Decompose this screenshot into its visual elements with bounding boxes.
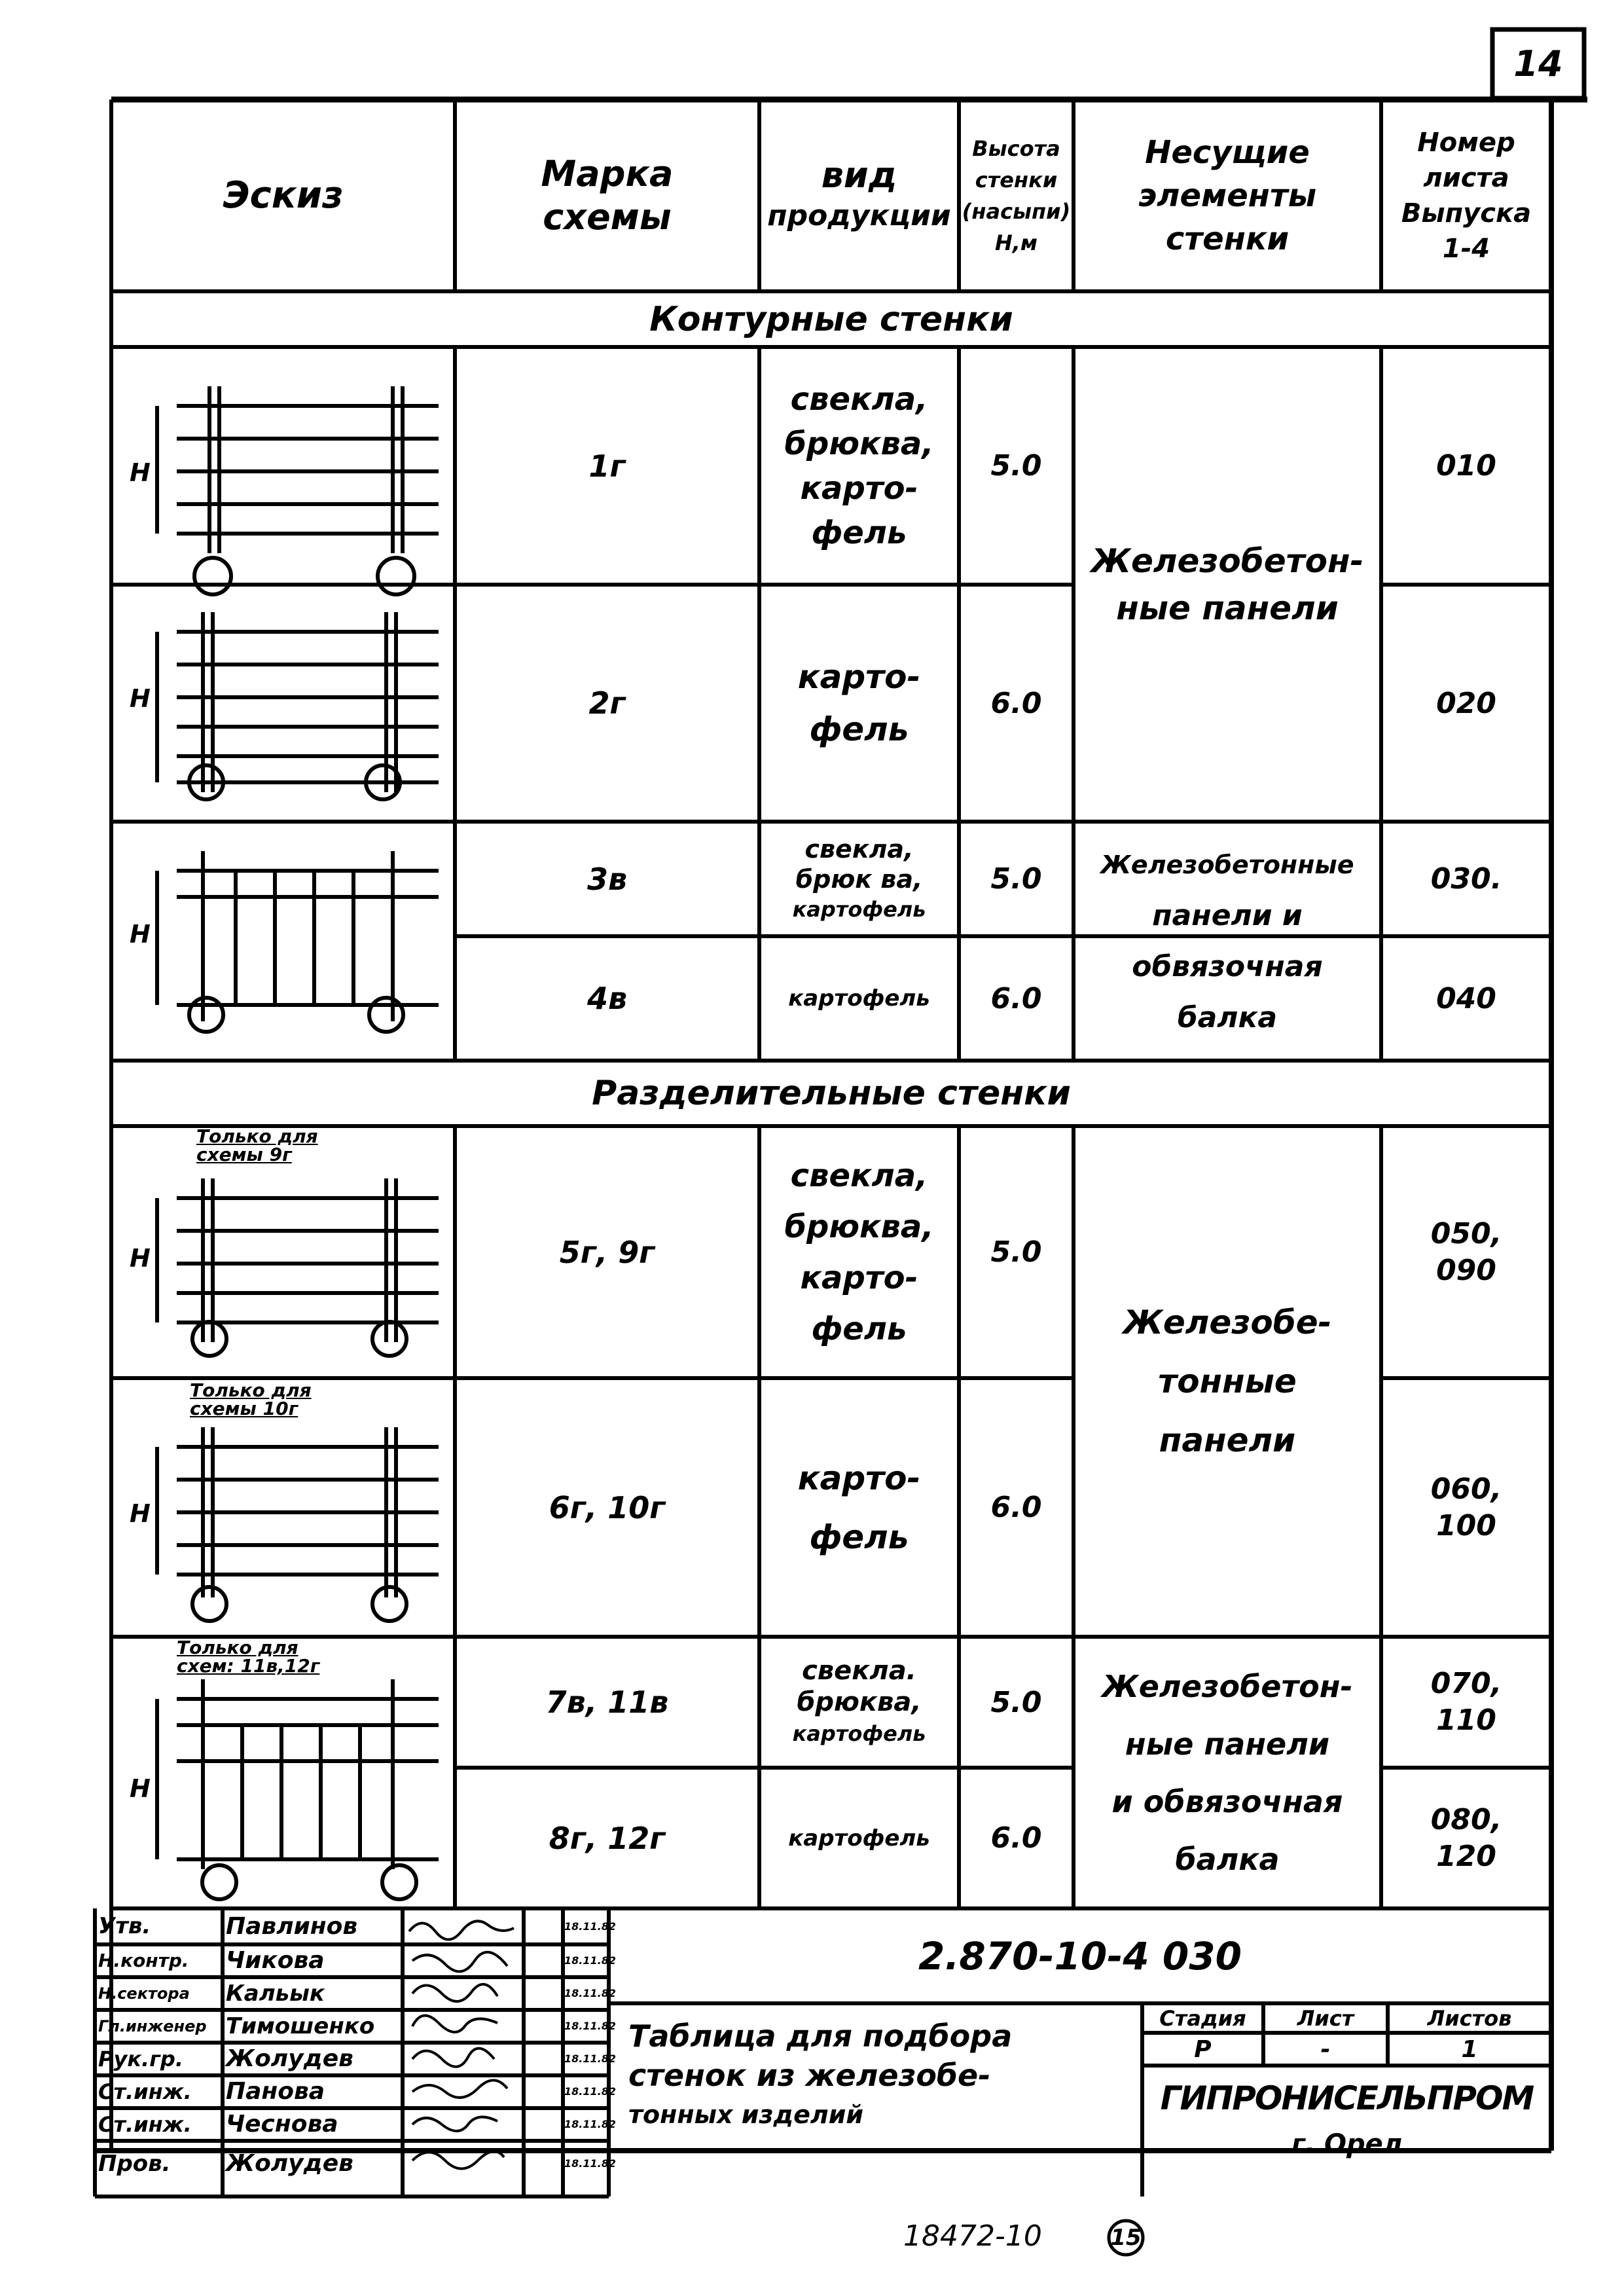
section-dividing-walls: Разделительные стенки	[592, 1074, 1071, 1113]
sheets-value: 1	[1461, 2035, 1478, 2063]
archive-number: 18472-10	[903, 2219, 1042, 2253]
h-label: Н	[130, 684, 151, 713]
row-sheet: 030.	[1430, 862, 1502, 896]
row-sheet: 020	[1436, 686, 1496, 720]
row-height: 6.0	[990, 1491, 1042, 1524]
stage-label: Стадия	[1159, 2005, 1246, 2031]
h-label: Н	[130, 920, 151, 949]
bottom-page-number: 15	[1110, 2225, 1142, 2251]
row-sheet: 060, 100	[1430, 1472, 1502, 1542]
row-product: свекла, брюква, карто- фель	[784, 380, 934, 551]
row-mark: 4в	[586, 981, 628, 1016]
row-product: карто- фель	[797, 658, 921, 748]
row-height: 6.0	[990, 1821, 1042, 1855]
row-product: картофель	[788, 1825, 930, 1851]
row-height: 5.0	[990, 1235, 1042, 1269]
bearing-elements-panels-2: Железобе- тонные панели	[1123, 1303, 1332, 1459]
row-height: 6.0	[990, 686, 1042, 720]
row-mark: 3в	[586, 861, 628, 897]
bearing-elements-panels-beam-2: Железобетон- ные панели и обвязочная балка	[1102, 1668, 1353, 1877]
h-label: Н	[130, 458, 151, 487]
row-sheet: 050, 090	[1430, 1216, 1502, 1287]
row-mark: 5г, 9г	[559, 1234, 655, 1270]
bearing-elements-panels: Железобетон- ные панели	[1091, 541, 1364, 627]
row-sheet: 010	[1436, 449, 1496, 483]
row-sheet: 070, 110	[1430, 1667, 1502, 1737]
row-mark: 8г, 12г	[549, 1820, 666, 1856]
corner-sheet-number: 14	[1513, 43, 1563, 84]
row-height: 5.0	[990, 1685, 1042, 1719]
h-label: Н	[130, 1244, 151, 1273]
header-product-type: вид продукции	[767, 154, 951, 232]
row-product: картофель	[788, 985, 930, 1011]
row-mark: 7в, 11в	[545, 1685, 669, 1720]
bearing-elements-panels-beam: Железобетонные панели и обвязочная балка	[1100, 850, 1354, 1034]
row-mark: 1г	[588, 448, 626, 484]
document-title: Таблица для подбора стенок из железобе- тонных изделий	[628, 2018, 1013, 2129]
row-product: свекла. брюква, картофель	[792, 1656, 926, 1746]
sketch-note-9: Только для схемы 9г	[196, 1125, 318, 1165]
row-height: 5.0	[990, 862, 1042, 896]
row-mark: 6г, 10г	[549, 1489, 666, 1525]
header-sheet-number: Номер листа Выпуска 1-4	[1401, 127, 1532, 264]
h-label: Н	[130, 1499, 151, 1528]
row-height: 5.0	[990, 449, 1042, 483]
row-sheet: 080, 120	[1430, 1802, 1502, 1873]
stamp-dates: 18.11.82 18.11.82 18.11.82 18.11.82 18.11.82 18.11.82 18.11.82 18.11.82	[564, 1920, 616, 2170]
stage-value: Р	[1194, 2035, 1212, 2063]
sheet-value: -	[1320, 2035, 1331, 2063]
organization-name: ГИПРОНИСЕЛЬПРОМ	[1160, 2079, 1534, 2117]
sheets-label: Листов	[1427, 2005, 1512, 2031]
header-sketch: Эскиз	[223, 174, 344, 217]
stamp-roles: Утв. Н.контр. Н.сектора Гл.инженер Рук.гр. Ст.инж. Ст.инж. Пров.	[98, 1913, 207, 2177]
sheet-label: Лист	[1297, 2005, 1354, 2031]
organization-city: г. Орел	[1291, 2129, 1403, 2159]
stamp-names: Павлинов Чикова Кальык Тимошенко Жолудев Панова Чеснова Жолудев	[226, 1913, 375, 2177]
row-product: карто- фель	[797, 1459, 921, 1556]
row-height: 6.0	[990, 981, 1042, 1015]
row-product: свекла, брюква, карто- фель	[784, 1157, 934, 1347]
sketch-note-11-12: Только для схем: 11в,12г	[177, 1637, 320, 1677]
row-product: свекла, брюк ва, картофель	[792, 834, 926, 922]
sketch-note-10: Только для схемы 10г	[190, 1379, 312, 1419]
document-designation: 2.870-10-4 030	[918, 1933, 1242, 1978]
header-scheme-mark: Марка схемы	[541, 153, 674, 238]
header-wall-height: Высота стенки (насыпи) Н,м	[962, 136, 1071, 255]
row-mark: 2г	[588, 685, 626, 721]
h-label: Н	[130, 1774, 151, 1803]
row-sheet: 040	[1436, 981, 1496, 1015]
header-bearing-elements: Несущие элементы стенки	[1138, 134, 1317, 257]
section-contour-walls: Контурные стенки	[649, 299, 1013, 339]
